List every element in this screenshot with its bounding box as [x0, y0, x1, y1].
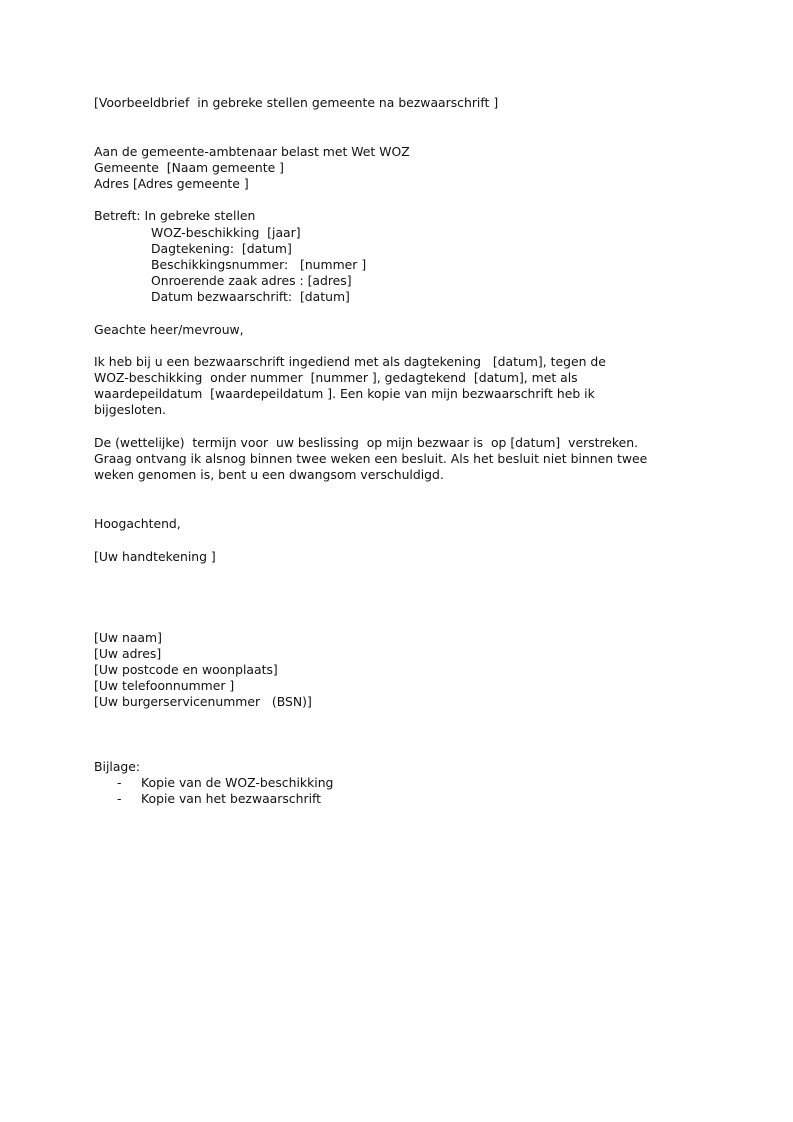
bullet-dash: - — [117, 775, 122, 790]
recipient-municipality: Gemeente [Naam gemeente ] — [94, 160, 284, 175]
sender-line: [Uw adres] — [94, 646, 162, 661]
letter-heading: [Voorbeeldbrief in gebreke stellen gemeente na bezwaarschrift ] — [94, 95, 499, 110]
paragraph-line: De (wettelijke) termijn voor uw beslissing op mijn bezwaar is op [datum] verstreken. — [94, 435, 639, 450]
attachment-item: Kopie van het bezwaarschrift — [141, 791, 322, 806]
attachments-label: Bijlage: — [94, 759, 141, 774]
salutation: Geachte heer/mevrouw, — [94, 322, 244, 337]
recipient-line: Aan de gemeente-ambtenaar belast met Wet WOZ — [94, 144, 410, 159]
closing: Hoogachtend, — [94, 516, 181, 531]
paragraph-line: weken genomen is, bent u een dwangsom verschuldigd. — [94, 467, 444, 482]
sender-line: [Uw telefoonnummer ] — [94, 678, 235, 693]
recipient-address: Adres [Adres gemeente ] — [94, 176, 249, 191]
sender-line: [Uw naam] — [94, 630, 162, 645]
subject-line: Datum bezwaarschrift: [datum] — [151, 289, 350, 304]
subject-line: Beschikkingsnummer: [nummer ] — [151, 257, 367, 272]
sender-line: [Uw burgerservicenummer (BSN)] — [94, 694, 312, 709]
paragraph-line: Graag ontvang ik alsnog binnen twee weken een besluit. Als het besluit niet binnen twee — [94, 451, 648, 466]
paragraph-line: bijgesloten. — [94, 402, 166, 417]
paragraph-line: WOZ-beschikking onder nummer [nummer ], gedagtekend [datum], met als — [94, 370, 578, 385]
attachment-item: Kopie van de WOZ-beschikking — [141, 775, 334, 790]
subject-line: WOZ-beschikking [jaar] — [151, 225, 301, 240]
sender-line: [Uw postcode en woonplaats] — [94, 662, 278, 677]
subject-line: Onroerende zaak adres : [adres] — [151, 273, 352, 288]
subject-line: Dagtekening: [datum] — [151, 241, 292, 256]
signature-placeholder: [Uw handtekening ] — [94, 549, 216, 564]
bullet-dash: - — [117, 791, 122, 806]
paragraph-line: Ik heb bij u een bezwaarschrift ingediend met als dagtekening [datum], tegen de — [94, 354, 606, 369]
subject-label: Betreft: In gebreke stellen — [94, 208, 256, 223]
paragraph-line: waardepeildatum [waardepeildatum ]. Een kopie van mijn bezwaarschrift heb ik — [94, 386, 595, 401]
